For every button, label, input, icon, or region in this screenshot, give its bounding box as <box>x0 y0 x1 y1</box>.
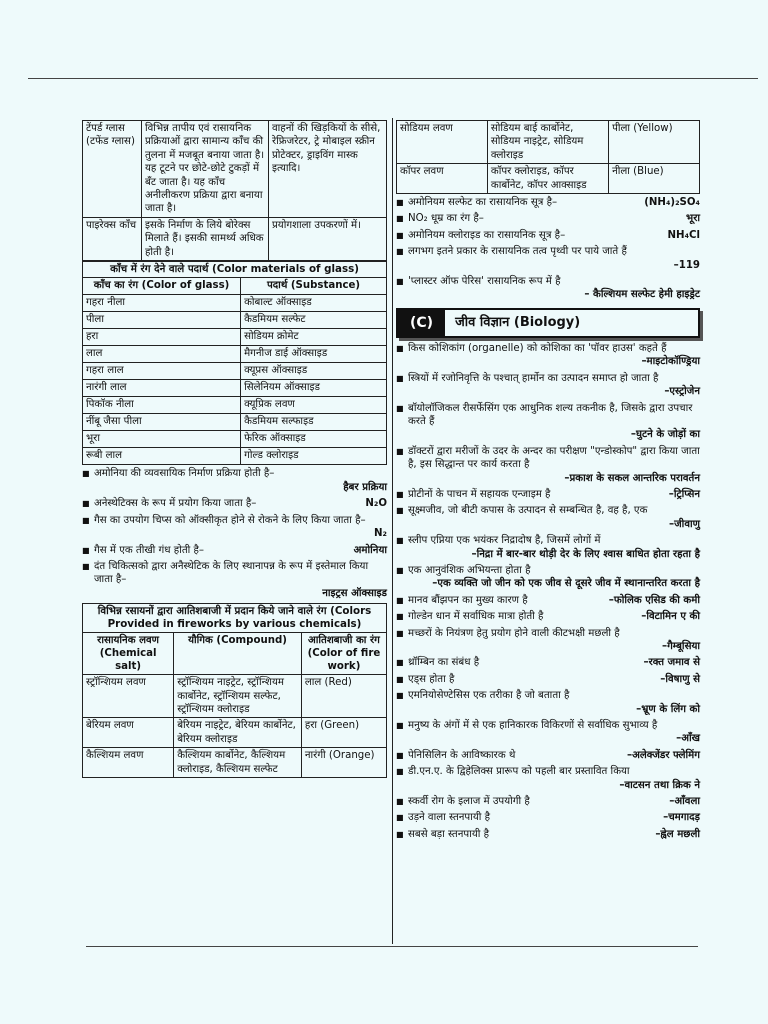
left-qa-list <box>82 467 387 600</box>
question: अमोनिया की व्यवसायिक निर्माण प्रक्रिया होती है– <box>94 468 275 480</box>
answer: –प्रकाश के सकल आन्तरिक परावर्तन <box>564 472 700 484</box>
section-title: जीव विज्ञान (Biology) <box>455 315 581 331</box>
table-row <box>83 397 387 414</box>
table-row <box>397 164 700 194</box>
question: अमोनियम सल्फेट का रासायनिक सूत्र है– <box>408 197 558 209</box>
question: थ्रॉम्बिन का संबंध है <box>408 657 480 669</box>
cell: हरा (Green) <box>301 718 386 748</box>
answer: –चमगादड़ <box>663 812 700 824</box>
answer: –119 <box>673 259 700 271</box>
cell: सिलेनियम ऑक्साइड <box>241 380 387 397</box>
list-item <box>82 514 387 541</box>
cell: क्यूप्रस ऑक्साइड <box>241 363 387 380</box>
list-item <box>396 342 700 369</box>
list-item <box>396 673 700 686</box>
cell: सोडियम लवण <box>397 121 488 164</box>
question: अनेस्थेटिक्स के रूप में प्रयोग किया जाता है– <box>94 498 257 510</box>
table-row <box>83 431 387 448</box>
glass-process: विभिन्न तापीय एवं रासायनिक प्रक्रियाओं द्वारा सामान्य काँच की तुलना में मजबूत बनाया जाता है। यह टूटने पर छोटे-छोटे टुकड़ों में बँट जाता है। यह काँच अनीलीकरण प्रक्रिया द्वारा बनाया जाता है। <box>142 121 269 218</box>
cell: कैल्शियम कार्बोनेट, कैल्शियम क्लोराइड, कैल्शियम सल्फेट <box>174 748 302 778</box>
cell: पिकॉक नीला <box>83 397 241 414</box>
fireworks-heading: विभिन्न रसायनों द्वारा आतिशबाजी में प्रदान किये जाने वाले रंग (Colors Provided in fireworks by various chemicals) <box>82 603 387 632</box>
list-item <box>396 564 700 591</box>
table-row <box>83 718 387 748</box>
list-item <box>396 719 700 746</box>
question: एक आनुवंशिक अभियन्ता होता है <box>408 564 531 576</box>
cell: कैल्शियम लवण <box>83 748 174 778</box>
glass-process: इसके निर्माण के लिये बोरेक्स मिलाते हैं। इसकी सामर्थ्य अधिक होती है। <box>142 217 269 260</box>
table-row <box>83 217 387 260</box>
left-column <box>82 120 387 778</box>
answer: –आँवला <box>669 796 700 808</box>
section-letter: (C) <box>398 310 445 336</box>
top-rule <box>28 78 758 79</box>
table-row <box>83 295 387 312</box>
question: बॉयोलॉजिकल रीसर्फेसिंग एक आधुनिक शल्य तकनीक है, जिसके द्वारा उपचार करते हैं <box>408 402 693 427</box>
answer: –आँख <box>676 733 700 745</box>
answer: –विटामिन ए की <box>641 611 700 623</box>
question: मानव बौंझपन का मुख्य कारण है <box>408 594 528 606</box>
answer: –अलेक्जेंडर फ्लेमिंग <box>626 749 700 761</box>
question: गैस का उपयोग चिप्स को ऑक्सीकृत होने से रोकने के लिए किया जाता है– <box>94 514 366 526</box>
table-row <box>397 121 700 164</box>
glass-color-table <box>82 277 387 465</box>
question: स्लीप एप्निया एक भयंकर निद्रादोष है, जिसमें लोगों में <box>408 535 601 547</box>
list-item <box>396 627 700 654</box>
table-row <box>83 346 387 363</box>
cell: बेरियम लवण <box>83 718 174 748</box>
question: गोल्डेन धान में सर्वाधिक मात्रा होती है <box>408 611 544 623</box>
question: 'प्लास्टर ऑफ पेरिस' रासायनिक रूप में है <box>408 276 561 288</box>
col-header: काँच का रंग (Color of glass) <box>83 278 241 295</box>
cell: स्ट्रॉन्शियम लवण <box>83 675 174 718</box>
glass-use: वाहनों की खिड़कियों के सीसे, रेफ्रिजरेटर, ट्रे मोबाइल स्क्रीन प्रोटेक्टर, ड्राइविंग मास्क इत्यादि। <box>269 121 387 218</box>
glass-use: प्रयोगशाला उपकरणों में। <box>269 217 387 260</box>
answer: N₂O <box>365 498 387 510</box>
question: दंत चिकित्सको द्वारा अनैस्थेटिक के लिए स्थानापन्न के रूप में इस्तेमाल किया जाता है– <box>94 560 369 586</box>
list-item <box>396 795 700 808</box>
question: मनुष्य के अंगों में से एक हानिकारक विकिरणों से सर्वाधिक सुभाव्य है <box>408 720 658 732</box>
cell: नींबू जैसा पीला <box>83 414 241 431</box>
glass-color-heading: काँच में रंग देने वाले पदार्थ (Color materials of glass) <box>82 261 387 277</box>
glass-name: पाइरेक्स काँच <box>83 217 142 260</box>
list-item <box>396 212 700 225</box>
answer: हैबर प्रक्रिया <box>343 481 387 493</box>
cell: स्ट्रॉन्शियम नाइट्रेट, स्ट्रॉन्शियम कार्बोनेट, स्ट्रॉन्शियम सल्फेट, स्ट्रॉन्शियम क्लोराइड <box>174 675 302 718</box>
cell: सोडियम क्रोमेट <box>241 329 387 346</box>
cell: हरा <box>83 329 241 346</box>
table-row <box>83 363 387 380</box>
question: अमोनियम क्लोराइड का रासायनिक सूत्र है– <box>408 229 566 241</box>
cell: मैगनीज डाई ऑक्साइड <box>241 346 387 363</box>
list-item <box>396 656 700 669</box>
cell: कॉपर लवण <box>397 164 488 194</box>
glass-name: टेंपर्ड ग्लास (टफेंड ग्लास) <box>83 121 142 218</box>
answer: –रक्त जमाव से <box>643 657 700 669</box>
list-item <box>396 828 700 841</box>
answer: –जीवाणु <box>669 518 700 530</box>
list-item <box>396 229 700 242</box>
answer: –ट्रिप्सिन <box>668 488 700 500</box>
list-item <box>82 560 387 600</box>
question: स्कर्वी रोग के इलाज में उपयोगी है <box>408 796 530 808</box>
question: किस कोशिकांग (organelle) को कोशिका का 'पॉवर हाउस' कहते हैं <box>408 342 667 354</box>
question: डी.एन.ए. के द्विहेलिक्स प्रारूप को पहली बार प्रस्तावित किया <box>408 766 630 778</box>
question: गैस में एक तीखी गंध होती है– <box>94 544 205 556</box>
cell: कैडमियम सल्फेट <box>241 312 387 329</box>
answer: नाइट्रस ऑक्साइड <box>322 587 387 599</box>
col-header: रासायनिक लवण (Chemical salt) <box>83 633 174 675</box>
list-item <box>396 402 700 442</box>
answer: –एस्ट्रोजेन <box>664 386 700 398</box>
col-header: आतिशबाजी का रंग (Color of fire work) <box>301 633 386 675</box>
list-item <box>396 689 700 716</box>
col-header: पदार्थ (Substance) <box>241 278 387 295</box>
list-item <box>396 372 700 399</box>
question: मच्छरों के नियंत्रण हेतु प्रयोग होने वाली कीटभक्षी मछली है <box>408 627 620 639</box>
question: एमनियोसेण्टेसिस एक तरीका है जो बताता है <box>408 690 570 702</box>
answer: भूरा <box>686 213 700 225</box>
question: डॉक्टरों द्वारा मरीजों के उदर के अन्दर का परीक्षण "एन्डोस्कोप" द्वारा किया जाता है, इस सिद्धान्त पर कार्य करता है <box>408 445 700 471</box>
cell: लाल <box>83 346 241 363</box>
cell: भूरा <box>83 431 241 448</box>
cell: कोबाल्ट ऑक्साइड <box>241 295 387 312</box>
list-item <box>396 534 700 561</box>
cell: पीला (Yellow) <box>609 121 700 164</box>
list-item <box>396 765 700 792</box>
answer: –घुटने के जोड़ों का <box>630 429 700 441</box>
table-row <box>83 329 387 346</box>
list-item <box>396 196 700 209</box>
cell: कैडमियम सल्फाइड <box>241 414 387 431</box>
table-row <box>83 414 387 431</box>
answer: –वाटसन तथा क्रिक ने <box>619 779 700 791</box>
right-qa-list <box>396 196 700 302</box>
answer: –विषाणु से <box>660 673 700 685</box>
list-item <box>396 445 700 485</box>
question: स्त्रियों में रजोनिवृत्ति के पश्चात् हार्मोन का उत्पादन समाप्त हो जाता है <box>408 372 659 384</box>
bottom-rule <box>86 946 698 947</box>
list-item <box>396 610 700 623</box>
table-row <box>83 121 387 218</box>
table-row <box>83 312 387 329</box>
list-item <box>396 594 700 607</box>
table-row <box>83 675 387 718</box>
salt-color-table <box>396 120 700 194</box>
question: सूक्ष्मजीव, जो बीटी कपास के उत्पादन से सम्बन्धित है, वह है, एक <box>408 505 648 517</box>
answer: –गैम्बूसिया <box>661 641 700 652</box>
cell: रूबी लाल <box>83 448 241 465</box>
cell: गोल्ड क्लोराइड <box>241 448 387 465</box>
cell: नारंगी (Orange) <box>301 748 386 778</box>
cell: कॉपर क्लोराइड, कॉपर कार्बोनेट, कॉपर आक्साइड <box>487 164 608 194</box>
answer: –फोलिक एसिड की कमी <box>608 594 700 606</box>
list-item <box>82 544 387 557</box>
cell: सोडियम बाई कार्बोनेट, सोडियम नाइट्रेट, सोडियम क्लोराइड <box>487 121 608 164</box>
list-item <box>82 467 387 494</box>
cell: बेरियम नाइट्रेट, बेरियम कार्बोनेट, बेरियम क्लोराइड <box>174 718 302 748</box>
cell: नारंगी लाल <box>83 380 241 397</box>
cell: लाल (Red) <box>301 675 386 718</box>
list-item <box>82 497 387 510</box>
biology-section-heading <box>396 308 700 338</box>
list-item <box>396 275 700 302</box>
biology-qa-list <box>396 342 700 841</box>
question: उड़ने वाला स्तनपायी है <box>408 812 491 824</box>
question: प्रोटीनों के पाचन में सहायक एन्जाइम है <box>408 488 551 500</box>
cell: क्यूप्रिक लवण <box>241 397 387 414</box>
table-header-row <box>83 278 387 295</box>
table-row <box>83 748 387 778</box>
column-divider <box>392 118 393 944</box>
cell: नीला (Blue) <box>609 164 700 194</box>
cell: गहरा नीला <box>83 295 241 312</box>
list-item <box>396 488 700 501</box>
glass-process-table <box>82 120 387 261</box>
answer: (NH₄)₂SO₄ <box>644 197 700 209</box>
cell: फेरिक ऑक्साइड <box>241 431 387 448</box>
question: सबसे बड़ा स्तनपायी है <box>408 828 490 840</box>
question: NO₂ धूम्र का रंग है– <box>408 213 484 225</box>
table-header-row <box>83 633 387 675</box>
answer: –माइटोकॉण्ड्रिया <box>641 356 700 368</box>
answer: अमोनिया <box>353 544 387 556</box>
right-column <box>396 120 700 844</box>
table-row <box>83 448 387 465</box>
list-item <box>396 811 700 824</box>
question: पेनिसिलिन के आविष्कारक थे <box>408 749 516 761</box>
cell: पीला <box>83 312 241 329</box>
question: लगभग इतने प्रकार के रासायनिक तत्व पृथ्वी पर पाये जाते हैं <box>408 246 627 258</box>
table-row <box>83 380 387 397</box>
list-item <box>396 245 700 272</box>
answer: NH₄Cl <box>667 229 700 241</box>
list-item <box>396 749 700 762</box>
fireworks-table <box>82 632 387 778</box>
list-item <box>396 504 700 531</box>
answer: –निद्रा में बार-बार थोड़ी देर के लिए श्वास बाधित होता रहता है <box>471 548 700 560</box>
answer: –भ्रूण के लिंग को <box>636 703 700 715</box>
answer: N₂ <box>374 528 387 540</box>
col-header: यौगिक (Compound) <box>174 633 302 675</box>
answer: – कैल्शियम सल्फेट हेमी हाइड्रेट <box>584 289 700 301</box>
answer: –ह्वेल मछली <box>655 828 700 840</box>
cell: गहरा लाल <box>83 363 241 380</box>
answer: –एक व्यक्ति जो जीन को एक जीव से दूसरे जीव में स्थानान्तरित करता है <box>432 578 700 590</box>
question: एड्स होता है <box>408 673 455 685</box>
